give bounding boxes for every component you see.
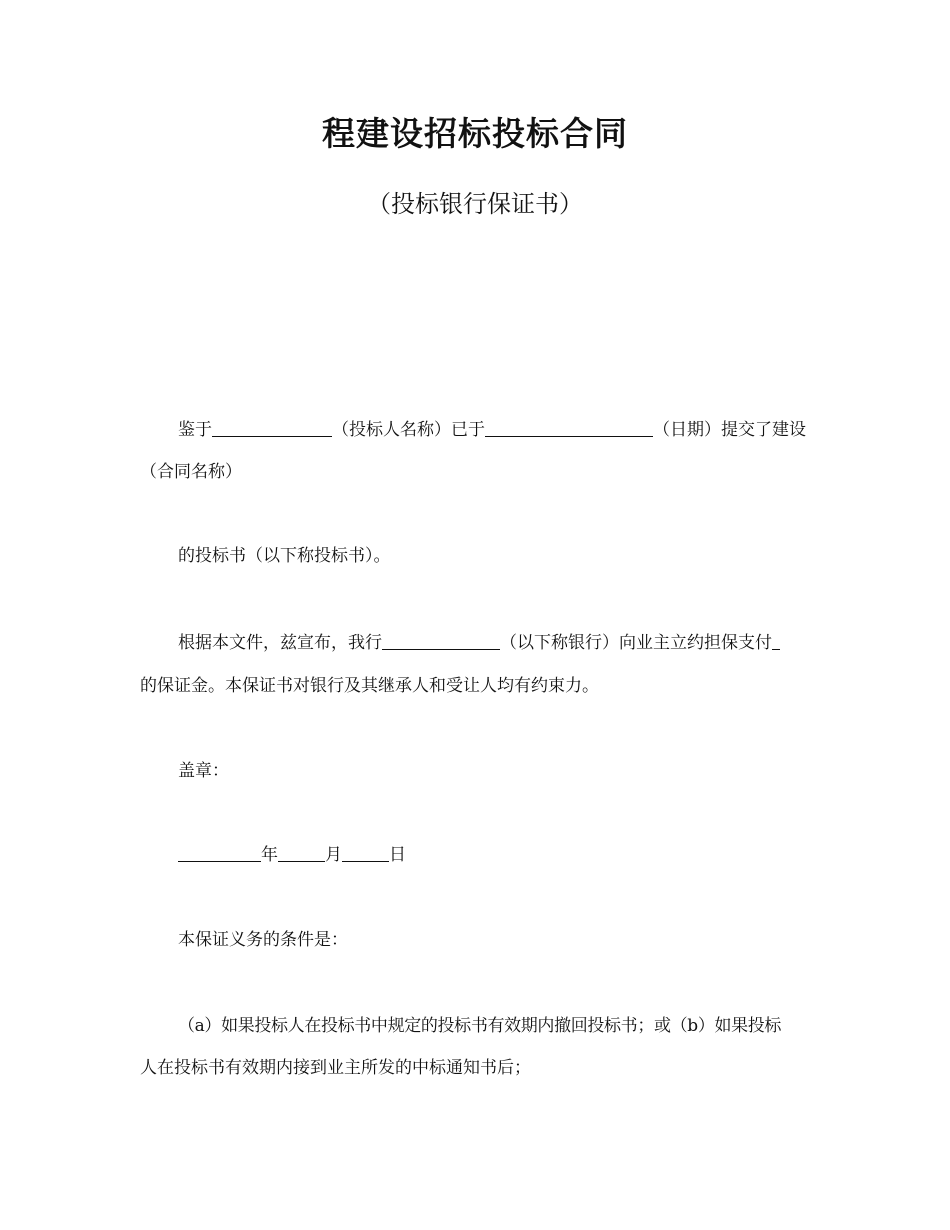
condition-a-line-2: 人在投标书有效期内接到业主所发的中标通知书后； bbox=[140, 1058, 531, 1078]
p1-prefix: 鉴于 bbox=[178, 420, 212, 440]
paragraph-2: 的投标书（以下称投标书）。 bbox=[178, 546, 391, 566]
conditions-title: 本保证义务的条件是： bbox=[178, 930, 348, 950]
bidder-name-blank bbox=[212, 418, 332, 437]
paragraph-1-line-2: （合同名称） bbox=[140, 462, 242, 482]
p3-prefix: 根据本文件，兹宣布，我行 bbox=[178, 633, 382, 653]
year-blank bbox=[178, 843, 261, 862]
p1-bidder-label: （投标人名称）已于 bbox=[332, 420, 485, 440]
day-blank bbox=[342, 843, 389, 862]
year-label: 年 bbox=[261, 845, 278, 865]
p1-date-label: （日期）提交了建设 bbox=[653, 420, 806, 440]
p3-bank-label: （以下称银行）向业主立约担保支付 bbox=[500, 633, 772, 653]
day-label: 日 bbox=[389, 845, 406, 865]
document-title: 程建设招标投标合同 bbox=[322, 114, 628, 153]
bank-name-blank bbox=[382, 631, 500, 650]
month-blank bbox=[278, 843, 325, 862]
month-label: 月 bbox=[325, 845, 342, 865]
submission-date-blank bbox=[485, 418, 653, 437]
document-subtitle: （投标银行保证书） bbox=[367, 190, 583, 218]
paragraph-3-line-2: 的保证金。本保证书对银行及其继承人和受让人均有约束力。 bbox=[140, 676, 599, 696]
paragraph-3-line-1 bbox=[178, 630, 858, 656]
paragraph-1-line-1 bbox=[178, 417, 858, 443]
seal-label: 盖章： bbox=[178, 761, 229, 781]
condition-a-line-1: （a）如果投标人在投标书中规定的投标书有效期内撤回投标书；或（b）如果投标 bbox=[178, 1016, 782, 1036]
date-line bbox=[178, 842, 858, 868]
amount-blank bbox=[772, 631, 780, 650]
